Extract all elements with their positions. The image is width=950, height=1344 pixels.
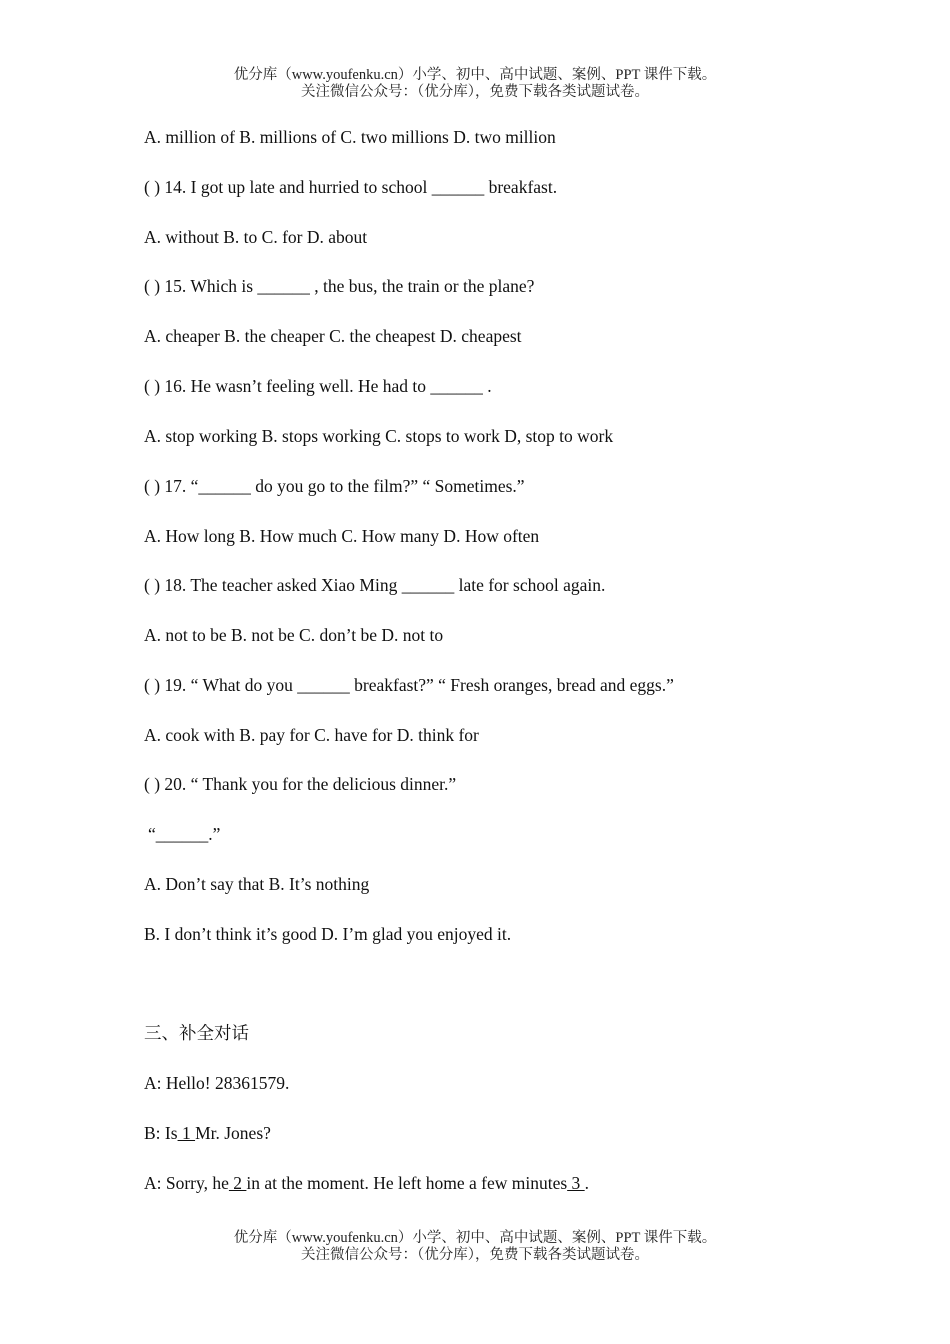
header-line-1: 优分库（www.youfenku.cn）小学、初中、高中试题、案例、PPT 课件下载。 (233, 67, 717, 83)
q19-options: A. cook with B. pay for C. have for D. think for (144, 725, 479, 745)
q13-options: A. million of B. millions of C. two millions D. two million (144, 127, 556, 147)
header-line-2: 关注微信公众号：（优分库），免费下载各类试题试卷。 (301, 84, 649, 100)
blank-1: 1 (177, 1123, 196, 1143)
q18-question: ( ) 18. The teacher asked Xiao Ming ______ late for school again. (144, 575, 606, 595)
q20-options-b: B. I don’t think it’s good D. I’m glad you enjoyed it. (144, 924, 512, 944)
q19-question: ( ) 19. “ What do you ______ breakfast?” “ Fresh oranges, bread and eggs.” (144, 675, 674, 695)
q20-options-a: A. Don’t say that B. It’s nothing (144, 874, 370, 894)
q14-options: A. without B. to C. for D. about (144, 227, 368, 247)
q18-options: A. not to be B. not be C. don’t be D. not to (144, 625, 444, 645)
page-footer (0, 1230, 950, 1264)
footer-line-1: 优分库（www.youfenku.cn）小学、初中、高中试题、案例、PPT 课件下载。 (233, 1230, 717, 1246)
q15-question: ( ) 15. Which is ______ , the bus, the train or the plane? (144, 276, 535, 296)
dialogue-line-3-middle: in at the moment. He left home a few minutes (246, 1173, 568, 1193)
q16-options: A. stop working B. stops working C. stops to work D, stop to work (144, 426, 614, 446)
q17-options: A. How long B. How much C. How many D. How often (144, 526, 540, 546)
footer-line-2: 关注微信公众号：（优分库），免费下载各类试题试卷。 (301, 1247, 649, 1263)
dialogue-line-1: A: Hello! 28361579. (144, 1073, 290, 1093)
dialogue-line-3 (144, 1172, 589, 1194)
q14-question: ( ) 14. I got up late and hurried to school ______ breakfast. (144, 177, 558, 197)
q20-reply: “______.” (148, 824, 221, 844)
blank-3: 3 (567, 1173, 585, 1193)
q15-options: A. cheaper B. the cheaper C. the cheapest D. cheapest (144, 326, 522, 346)
q16-question: ( ) 16. He wasn’t feeling well. He had to ______ . (144, 376, 492, 396)
dialogue-line-3-start: A: Sorry, he (144, 1173, 229, 1193)
q17-question: ( ) 17. “______ do you go to the film?” “ Sometimes.” (144, 476, 525, 496)
blank-2: 2 (228, 1173, 247, 1193)
section-3-title: 三、补全对话 (144, 1023, 249, 1043)
dialogue-line-2-start: B: Is (144, 1123, 178, 1143)
q20-question: ( ) 20. “ Thank you for the delicious dinner.” (144, 774, 457, 794)
dialogue-line-3-end: . (584, 1173, 590, 1193)
dialogue-line-2 (144, 1122, 271, 1144)
dialogue-line-2-end: Mr. Jones? (195, 1123, 271, 1143)
page-header (0, 67, 950, 101)
